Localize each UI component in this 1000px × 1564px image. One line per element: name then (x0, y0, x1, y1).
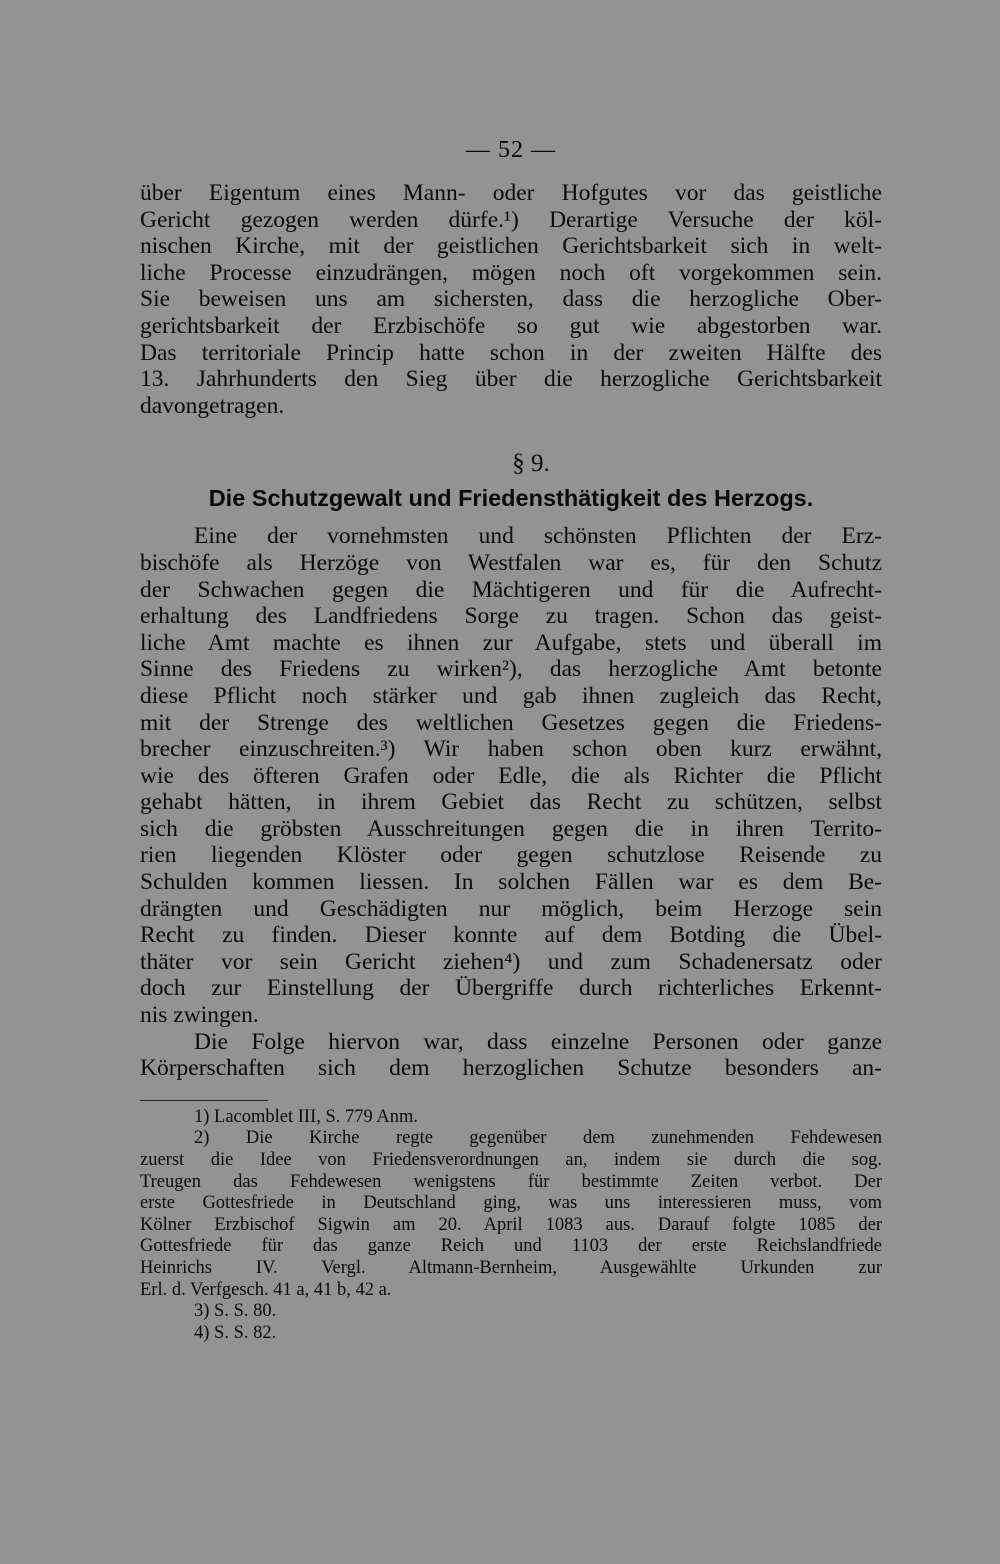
text-line: mit der Strenge des weltlichen Gesetzes gegen die Friedens- (140, 709, 882, 736)
text-line: wie des öfteren Grafen oder Edle, die als Richter die Pflicht (140, 762, 882, 789)
footnotes (140, 1107, 882, 1345)
text-line: Das territoriale Princip hatte schon in der zweiten Hälfte des (140, 339, 882, 366)
text-line: gehabt hätten, in ihrem Gebiet das Recht zu schützen, selbst (140, 789, 882, 816)
footnote-line: 4) S. S. 82. (194, 1322, 277, 1343)
text-line: Recht zu finden. Dieser konnte auf dem Botding die Übel- (140, 922, 882, 949)
text-line: nischen Kirche, mit der geistlichen Gerichtsbarkeit sich in welt- (140, 233, 882, 260)
text-line: nis zwingen. (140, 1002, 259, 1029)
footnote-line: zuerst die Idee von Friedensverordnungen an, indem sie durch die sog. (140, 1150, 882, 1170)
text-line: drängten und Geschädigten nur möglich, beim Herzoge sein (140, 895, 882, 922)
text-line: doch zur Einstellung der Übergriffe durch richterliches Erkennt- (140, 975, 882, 1002)
footnote-line: Gottesfriede für das ganze Reich und 1103 der erste Reichslandfriede (140, 1236, 882, 1257)
body-paragraph (140, 523, 882, 1081)
text-line: 13. Jahrhunderts den Sieg über die herzogliche Gerichtsbarkeit (140, 366, 882, 393)
text-line: brecher einzuschreiten.³) Wir haben schon oben kurz erwähnt, (140, 736, 882, 763)
footnote-line: erste Gottesfriede in Deutschland ging, was uns interessieren muss, vom (140, 1193, 882, 1214)
page-number: — 52 — (466, 137, 556, 163)
footnote-line: Kölner Erzbischof Sigwin am 20. April 1083 aus. Darauf folgte 1085 der (140, 1214, 882, 1235)
text-line: davongetragen. (140, 392, 285, 419)
text-line: sich die gröbsten Ausschreitungen gegen die in ihren Territo- (140, 815, 882, 842)
text-line: Die Folge hiervon war, dass einzelne Personen oder ganze (194, 1028, 882, 1055)
section-number: § 9. (512, 450, 550, 478)
text-line: Gericht gezogen werden dürfe.¹) Derartige Versuche der köl- (140, 206, 882, 233)
text-line: liche Processe einzudrängen, mögen noch oft vorgekommen sein. (140, 259, 882, 286)
footnote-line: Erl. d. Verfgesch. 41 a, 41 b, 42 a. (140, 1279, 392, 1300)
footnote-line: Treugen das Fehdewesen wenigstens für bestimmte Zeiten verbot. Der (140, 1171, 882, 1192)
text-line: diese Pflicht noch stärker und gab ihnen zugleich das Recht, (140, 682, 882, 709)
footnote-line: 3) S. S. 80. (194, 1301, 277, 1322)
text-line: Sinne des Friedens zu wirken²), das herzogliche Amt betonte (140, 656, 882, 683)
page (140, 128, 882, 1344)
text-line: gerichtsbarkeit der Erzbischöfe so gut wie abgestorben war. (140, 312, 882, 339)
text-line: Schulden kommen liessen. In solchen Fällen war es dem Be- (140, 869, 882, 896)
footnote-line: 1) Lacomblet III, S. 779 Anm. (194, 1106, 419, 1127)
text-line: erhaltung des Landfriedens Sorge zu tragen. Schon das geist- (140, 603, 882, 630)
intro-paragraph (140, 180, 882, 419)
text-line: über Eigentum eines Mann- oder Hofgutes vor das geistliche (140, 180, 882, 206)
text-line: Körperschaften sich dem herzoglichen Schutze besonders an- (140, 1055, 882, 1082)
text-line: thäter vor sein Gericht ziehen⁴) und zum Schadenersatz oder (140, 948, 882, 975)
footnote-line: Heinrichs IV. Vergl. Altmann-Bernheim, Ausgewählte Urkunden zur (140, 1257, 882, 1278)
text-line: Sie beweisen uns am sichersten, dass die herzogliche Ober- (140, 286, 882, 313)
text-line: Eine der vornehmsten und schönsten Pflichten der Erz- (194, 523, 882, 550)
section-heading: Die Schutzgewalt und Friedensthätigkeit des Herzogs. (208, 485, 814, 512)
text-line: liche Amt machte es ihnen zur Aufgabe, stets und überall im (140, 629, 882, 656)
text-line: der Schwachen gegen die Mächtigeren und für die Aufrecht- (140, 576, 882, 603)
text-line: bischöfe als Herzöge von Westfalen war es, für den Schutz (140, 549, 882, 576)
footnote-line: 2) Die Kirche regte gegenüber dem zunehmenden Fehdewesen (194, 1128, 882, 1149)
text-line: rien liegenden Klöster oder gegen schutzlose Reisende zu (140, 842, 882, 869)
footnote-divider (140, 1100, 268, 1101)
